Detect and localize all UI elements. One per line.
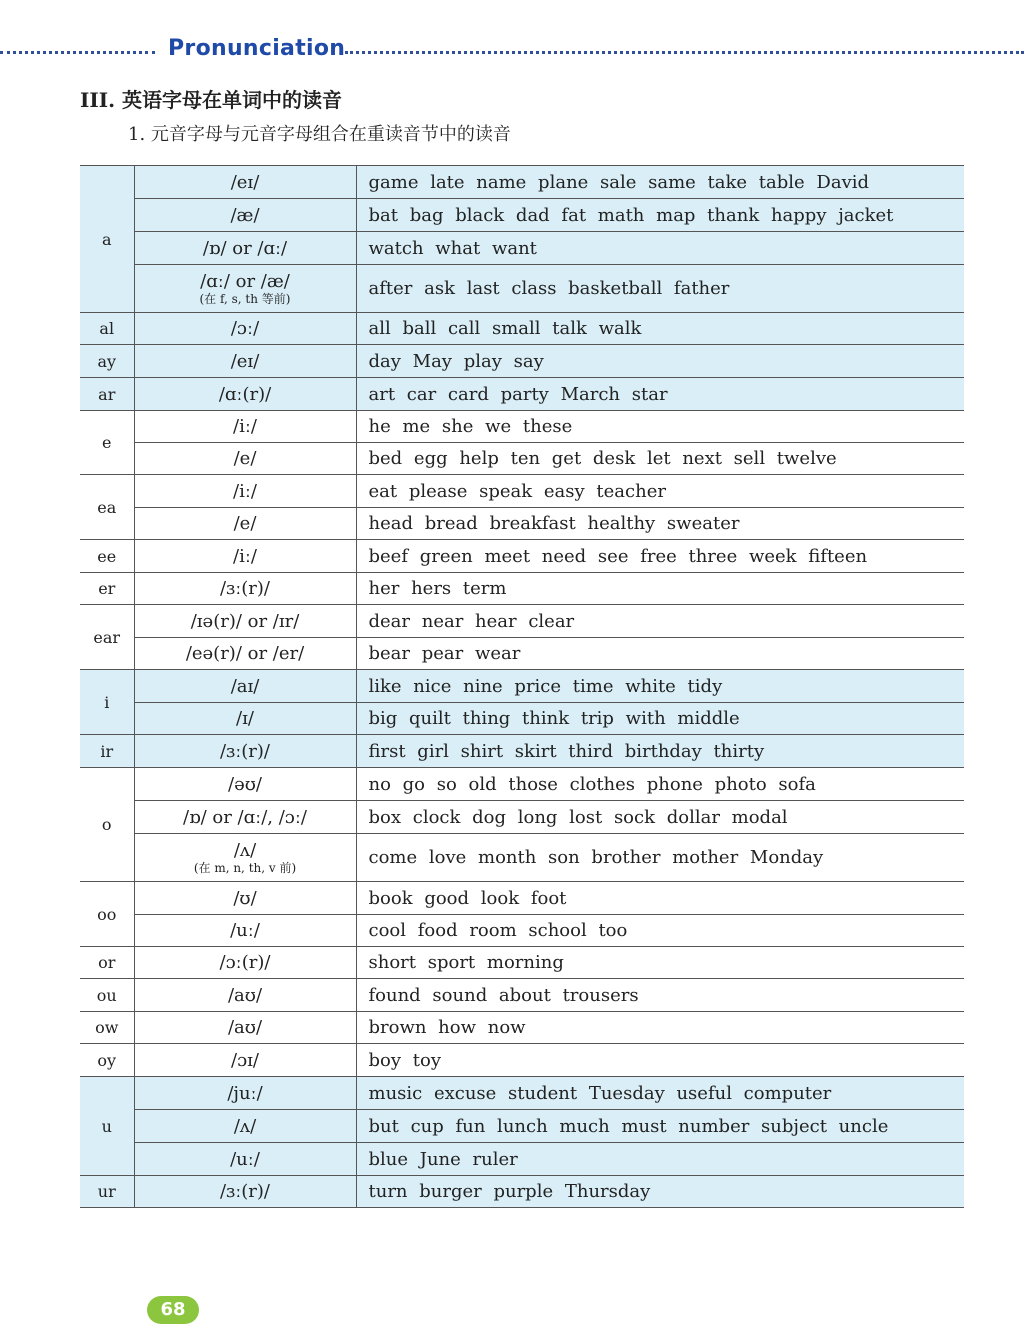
phonetic-symbol: /ɔː(r)/	[219, 952, 271, 973]
phonetic-symbol: /iː/	[233, 545, 257, 567]
example-words-cell: found sound about trousers	[356, 979, 964, 1012]
table-row	[80, 801, 964, 834]
table-row	[80, 540, 964, 573]
table-row	[80, 605, 964, 638]
example-words-cell: big quilt thing think trip with middle	[356, 703, 964, 735]
phonetic-cell	[134, 378, 356, 411]
example-words-cell: short sport morning	[356, 947, 964, 979]
phonetic-symbol: /əʊ/	[228, 773, 262, 795]
pronunciation-table-body	[80, 166, 964, 1208]
table-row	[80, 638, 964, 670]
example-words-cell: come love month son brother mother Monday	[356, 834, 964, 882]
table-row	[80, 443, 964, 475]
letter-cell: a	[80, 166, 134, 313]
table-row	[80, 915, 964, 947]
phonetic-symbol: /ʊ/	[233, 887, 257, 909]
phonetic-note: (在 f, s, th 等前)	[199, 292, 291, 306]
table-row	[80, 1110, 964, 1143]
example-words-cell: head bread breakfast healthy sweater	[356, 508, 964, 540]
letter-cell: oo	[80, 882, 134, 947]
example-words-cell: watch what want	[356, 232, 964, 265]
phonetic-symbol: /iː/	[233, 480, 257, 502]
phonetic-cell	[134, 703, 356, 735]
example-words-cell: her hers term	[356, 573, 964, 605]
example-words-cell: game late name plane sale same take table David	[356, 166, 964, 199]
phonetic-symbol: /ɜː(r)/	[219, 1181, 270, 1202]
phonetic-cell	[134, 834, 356, 882]
phonetic-cell	[134, 313, 356, 345]
table-row	[80, 1077, 964, 1110]
table-row	[80, 573, 964, 605]
example-words-cell: day May play say	[356, 345, 964, 378]
table-row	[80, 313, 964, 345]
table-row	[80, 508, 964, 540]
letter-cell: ay	[80, 345, 134, 378]
table-row	[80, 1176, 964, 1208]
table-row	[80, 882, 964, 915]
phonetic-symbol: /juː/	[227, 1082, 263, 1104]
phonetic-cell	[134, 1176, 356, 1208]
phonetic-symbol: /ʌ/	[233, 840, 257, 861]
phonetic-symbol: /uː/	[230, 1148, 260, 1170]
letter-cell: al	[80, 313, 134, 345]
letter-cell: o	[80, 768, 134, 882]
table-row	[80, 979, 964, 1012]
table-row	[80, 735, 964, 768]
letter-cell: ir	[80, 735, 134, 768]
example-words-cell: cool food room school too	[356, 915, 964, 947]
table-row	[80, 947, 964, 979]
example-words-cell: beef green meet need see free three week fifteen	[356, 540, 964, 573]
pronunciation-table	[80, 165, 964, 1208]
example-words-cell: turn burger purple Thursday	[356, 1176, 964, 1208]
phonetic-symbol: /ɔɪ/	[231, 1049, 259, 1071]
table-row	[80, 345, 964, 378]
phonetic-cell	[134, 1012, 356, 1044]
phonetic-cell	[134, 979, 356, 1012]
letter-cell: er	[80, 573, 134, 605]
phonetic-cell	[134, 1110, 356, 1143]
table-row	[80, 670, 964, 703]
phonetic-symbol: /eɪ/	[230, 350, 260, 372]
phonetic-cell	[134, 1044, 356, 1077]
phonetic-symbol: /ɑː/ or /æ/	[200, 271, 290, 292]
section-subtitle: 1. 元音字母与元音字母组合在重读音节中的读音	[128, 124, 511, 145]
phonetic-cell	[134, 265, 356, 313]
example-words-cell: bear pear wear	[356, 638, 964, 670]
table-row	[80, 232, 964, 265]
phonetic-symbol: /ɪə(r)/ or /ɪr/	[190, 610, 300, 632]
phonetic-symbol: /ɑː(r)/	[218, 383, 272, 405]
letter-cell: ar	[80, 378, 134, 411]
example-words-cell: bed egg help ten get desk let next sell twelve	[356, 443, 964, 475]
phonetic-cell	[134, 947, 356, 979]
phonetic-symbol: /ɜː(r)/	[219, 578, 270, 599]
header-dotted-rule-left	[0, 51, 155, 54]
phonetic-cell	[134, 768, 356, 801]
letter-cell: ou	[80, 979, 134, 1012]
phonetic-cell	[134, 638, 356, 670]
table-row	[80, 1044, 964, 1077]
example-words-cell: boy toy	[356, 1044, 964, 1077]
phonetic-symbol: /eə(r)/ or /er/	[185, 643, 305, 664]
page-number-badge: 68	[147, 1296, 199, 1324]
example-words-cell: music excuse student Tuesday useful computer	[356, 1077, 964, 1110]
letter-cell: i	[80, 670, 134, 735]
example-words-cell: box clock dog long lost sock dollar modal	[356, 801, 964, 834]
phonetic-cell	[134, 199, 356, 232]
phonetic-symbol: /eɪ/	[230, 171, 260, 193]
example-words-cell: no go so old those clothes phone photo sofa	[356, 768, 964, 801]
phonetic-cell	[134, 540, 356, 573]
table-row	[80, 834, 964, 882]
phonetic-cell	[134, 1143, 356, 1176]
phonetic-cell	[134, 232, 356, 265]
table-row	[80, 768, 964, 801]
phonetic-cell	[134, 735, 356, 768]
letter-cell: oy	[80, 1044, 134, 1077]
phonetic-cell	[134, 915, 356, 947]
letter-cell: ow	[80, 1012, 134, 1044]
example-words-cell: book good look foot	[356, 882, 964, 915]
phonetic-cell	[134, 801, 356, 834]
phonetic-symbol: /e/	[233, 513, 257, 534]
phonetic-note: (在 m, n, th, v 前)	[193, 861, 297, 875]
example-words-cell: eat please speak easy teacher	[356, 475, 964, 508]
phonetic-cell	[134, 670, 356, 703]
phonetic-symbol: /ɜː(r)/	[219, 740, 270, 762]
phonetic-symbol: /ʌ/	[233, 1115, 257, 1137]
phonetic-cell	[134, 573, 356, 605]
header-title: Pronunciation	[168, 36, 346, 61]
header-dotted-rule-right	[345, 51, 1024, 54]
table-row	[80, 475, 964, 508]
letter-cell: u	[80, 1077, 134, 1176]
example-words-cell: but cup fun lunch much must number subject uncle	[356, 1110, 964, 1143]
phonetic-cell	[134, 508, 356, 540]
letter-cell: ee	[80, 540, 134, 573]
letter-cell: e	[80, 411, 134, 475]
phonetic-symbol: /aʊ/	[227, 1017, 263, 1038]
phonetic-cell	[134, 605, 356, 638]
section-title: III. 英语字母在单词中的读音	[80, 88, 342, 112]
table-row	[80, 703, 964, 735]
example-words-cell: brown how now	[356, 1012, 964, 1044]
phonetic-symbol: /æ/	[230, 204, 260, 226]
example-words-cell: like nice nine price time white tidy	[356, 670, 964, 703]
example-words-cell: blue June ruler	[356, 1143, 964, 1176]
example-words-cell: he me she we these	[356, 411, 964, 443]
phonetic-symbol: /aɪ/	[230, 675, 260, 697]
table-row	[80, 411, 964, 443]
phonetic-symbol: /iː/	[233, 416, 257, 437]
letter-cell: ur	[80, 1176, 134, 1208]
table-row	[80, 1012, 964, 1044]
example-words-cell: after ask last class basketball father	[356, 265, 964, 313]
example-words-cell: all ball call small talk walk	[356, 313, 964, 345]
phonetic-symbol: /ɒ/ or /ɑː/, /ɔː/	[183, 806, 307, 828]
phonetic-symbol: /uː/	[230, 920, 260, 941]
example-words-cell: dear near hear clear	[356, 605, 964, 638]
example-words-cell: first girl shirt skirt third birthday thirty	[356, 735, 964, 768]
phonetic-symbol: /ɪ/	[236, 708, 254, 729]
phonetic-symbol: /e/	[233, 448, 257, 469]
table-row	[80, 265, 964, 313]
table-row	[80, 166, 964, 199]
phonetic-cell	[134, 882, 356, 915]
letter-cell: ea	[80, 475, 134, 540]
table-row	[80, 378, 964, 411]
example-words-cell: art car card party March star	[356, 378, 964, 411]
phonetic-cell	[134, 475, 356, 508]
table-row	[80, 199, 964, 232]
phonetic-cell	[134, 345, 356, 378]
phonetic-cell	[134, 411, 356, 443]
table-row	[80, 1143, 964, 1176]
phonetic-symbol: /ɔː/	[230, 318, 260, 339]
phonetic-symbol: /aʊ/	[227, 984, 263, 1006]
phonetic-cell	[134, 443, 356, 475]
example-words-cell: bat bag black dad fat math map thank happy jacket	[356, 199, 964, 232]
phonetic-symbol: /ɒ/ or /ɑː/	[202, 237, 288, 259]
letter-cell: or	[80, 947, 134, 979]
phonetic-cell	[134, 1077, 356, 1110]
letter-cell: ear	[80, 605, 134, 670]
phonetic-cell	[134, 166, 356, 199]
